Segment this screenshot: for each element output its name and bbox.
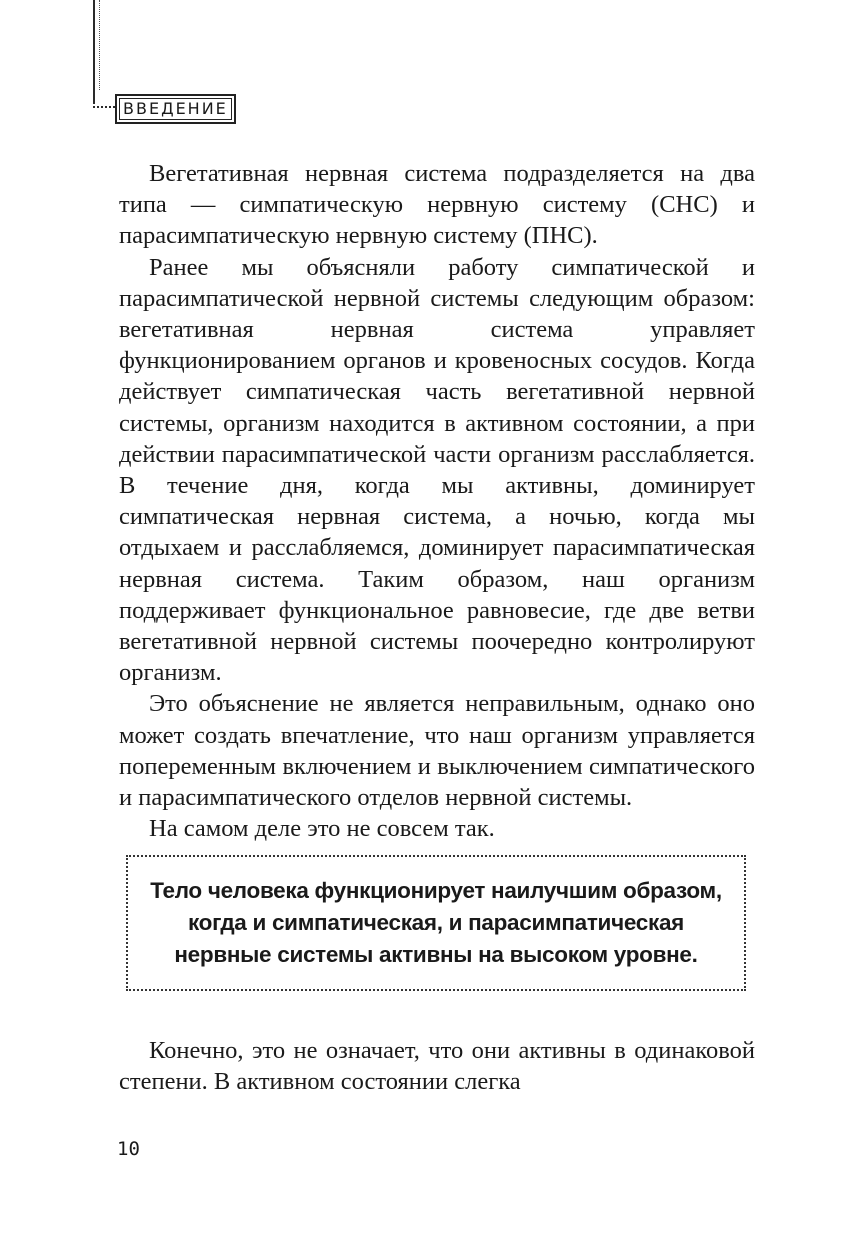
- paragraph: Конечно, это не означает, что они активны в одинаковой степени. В активном состоянии слегка: [119, 1037, 755, 1096]
- continuation-text: [119, 1035, 755, 1097]
- paragraph: Ранее мы объясняли работу симпатической и парасимпатической нервной системы следующим образом: вегетативная нервная система управляет функционированием органов и кровеносных сосудов. Когда действует симпатическая часть вегетативной нервной системы, организм находится в активном состоянии, а при действии парасимпатической части организм расслабляется. В течение дня, когда мы активны, доминирует симпатическая нервная система, а ночью, когда мы отдыхаем и расслабляемся, доминирует парасимпатическая нервная система. Таким образом, наш организм поддерживает функциональное равновесие, где две ветви вегетативной нервной системы поочередно контролируют организм.: [119, 253, 755, 687]
- paragraph: Это объяснение не является неправильным, однако оно может создать впечатление, что наш организм управляется попеременным включением и выключением симпатического и парасимпатического отделов нервной системы.: [119, 690, 755, 812]
- callout-box: [126, 855, 746, 991]
- callout-line: Тело человека функционирует наилучшим образом,: [150, 878, 722, 903]
- header-frame-line: [93, 0, 95, 104]
- callout-text: [136, 875, 736, 971]
- callout-line: когда и симпатическая, и парасимпатическая: [188, 910, 684, 935]
- section-label: ВВЕДЕНИЕ: [115, 94, 236, 124]
- callout-line: нервные системы активны на высоком уровне.: [174, 942, 698, 967]
- paragraph: На самом деле это не совсем так.: [149, 815, 495, 843]
- paragraph: Вегетативная нервная система подразделяется на два типа — симпатическую нервную систему (СНС) и парасимпатическую нервную систему (ПНС).: [119, 160, 755, 250]
- page-number: 10: [117, 1138, 140, 1160]
- header-frame-dotted-line: [99, 0, 100, 90]
- header-frame-connector: [93, 106, 115, 108]
- main-text: [119, 158, 755, 844]
